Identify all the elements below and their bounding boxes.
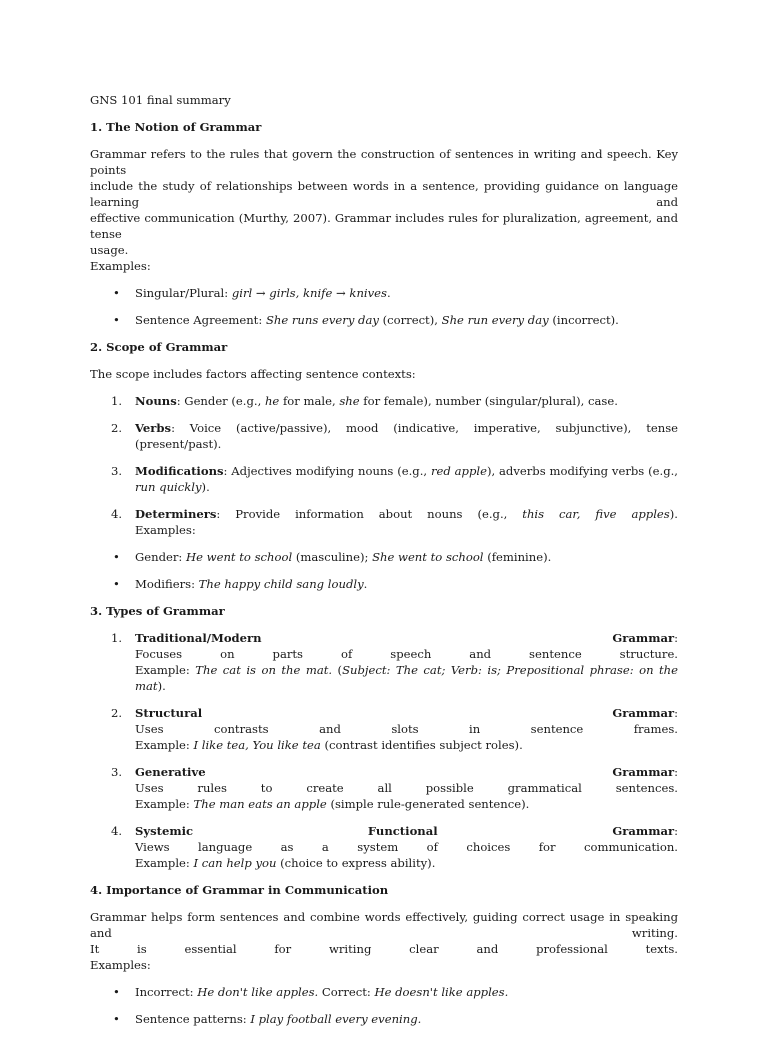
section-2-intro: The scope includes factors affecting sentence contexts:	[90, 367, 416, 381]
list-item: 3. Generative Grammar: Uses rules to create all possible grammatical sentences. Example: The man eats an apple (simple rule-generated sentence).	[111, 765, 678, 811]
examples-label: Examples:	[90, 958, 151, 972]
paragraph-line: include the study of relationships between words in a sentence, providing guidance on language learning and	[90, 179, 678, 209]
section-3-heading: 3. Types of Grammar	[90, 604, 225, 618]
document-title: GNS 101 final summary	[90, 93, 231, 107]
list-item: • Sentence patterns: I play football every evening.	[90, 1011, 678, 1027]
list-item: 1. Traditional/Modern Grammar: Focuses on parts of speech and sentence structure. Example: The cat is on the mat. (Subject: The cat; Verb: is; Prepositional phrase: on the mat).	[111, 631, 678, 693]
list-item: 2. Verbs: Voice (active/passive), mood (indicative, imperative, subjunctive), tense (present/past).	[111, 421, 678, 451]
section-2-heading: 2. Scope of Grammar	[90, 340, 228, 354]
paragraph-line: effective communication (Murthy, 2007). Grammar includes rules for pluralization, agreement, and tense	[90, 211, 678, 241]
list-item: • Incorrect: He don't like apples. Correct: He doesn't like apples.	[90, 984, 678, 1000]
section-2-list	[90, 393, 678, 538]
section-4-paragraph	[90, 909, 678, 973]
section-3-list	[90, 630, 678, 871]
list-item: • Modifiers: The happy child sang loudly.	[90, 576, 678, 592]
list-item: 1. Nouns: Gender (e.g., he for male, she for female), number (singular/plural), case.	[111, 394, 618, 408]
paragraph-line: It is essential for writing clear and professional texts.	[90, 942, 678, 956]
paragraph-line: usage.	[90, 243, 129, 257]
section-1-bullets	[90, 285, 678, 328]
examples-label: Examples:	[90, 259, 151, 273]
section-1-paragraph	[90, 146, 678, 274]
section-1-heading: 1. The Notion of Grammar	[90, 120, 262, 134]
examples-label: Examples:	[135, 523, 196, 537]
paragraph-line: Grammar refers to the rules that govern the construction of sentences in writing and speech. Key points	[90, 147, 678, 177]
list-item: 4. Systemic Functional Grammar: Views language as a system of choices for communication. Example: I can help you (choice to express ability).	[111, 824, 678, 870]
document-body	[90, 92, 678, 1038]
paragraph-line: Grammar helps form sentences and combine words effectively, guiding correct usage in speaking and writing.	[90, 910, 678, 940]
list-item: • Sentence Agreement: She runs every day (correct), She run every day (incorrect).	[90, 312, 678, 328]
list-item: 2. Structural Grammar: Uses contrasts and slots in sentence frames. Example: I like tea, You like tea (contrast identifies subject roles).	[111, 706, 678, 752]
list-item: • Singular/Plural: girl → girls, knife → knives.	[90, 285, 678, 301]
section-4-bullets	[90, 984, 678, 1027]
section-2-bullets	[90, 549, 678, 592]
list-item: 3. Modifications: Adjectives modifying nouns (e.g., red apple), adverbs modifying verbs (e.g., run quickly).	[111, 464, 678, 494]
list-item: • Gender: He went to school (masculine); She went to school (feminine).	[90, 549, 678, 565]
section-4-heading: 4. Importance of Grammar in Communication	[90, 883, 389, 897]
list-item: 4. Determiners: Provide information about nouns (e.g., this car, five apples). Examples:	[111, 507, 678, 537]
